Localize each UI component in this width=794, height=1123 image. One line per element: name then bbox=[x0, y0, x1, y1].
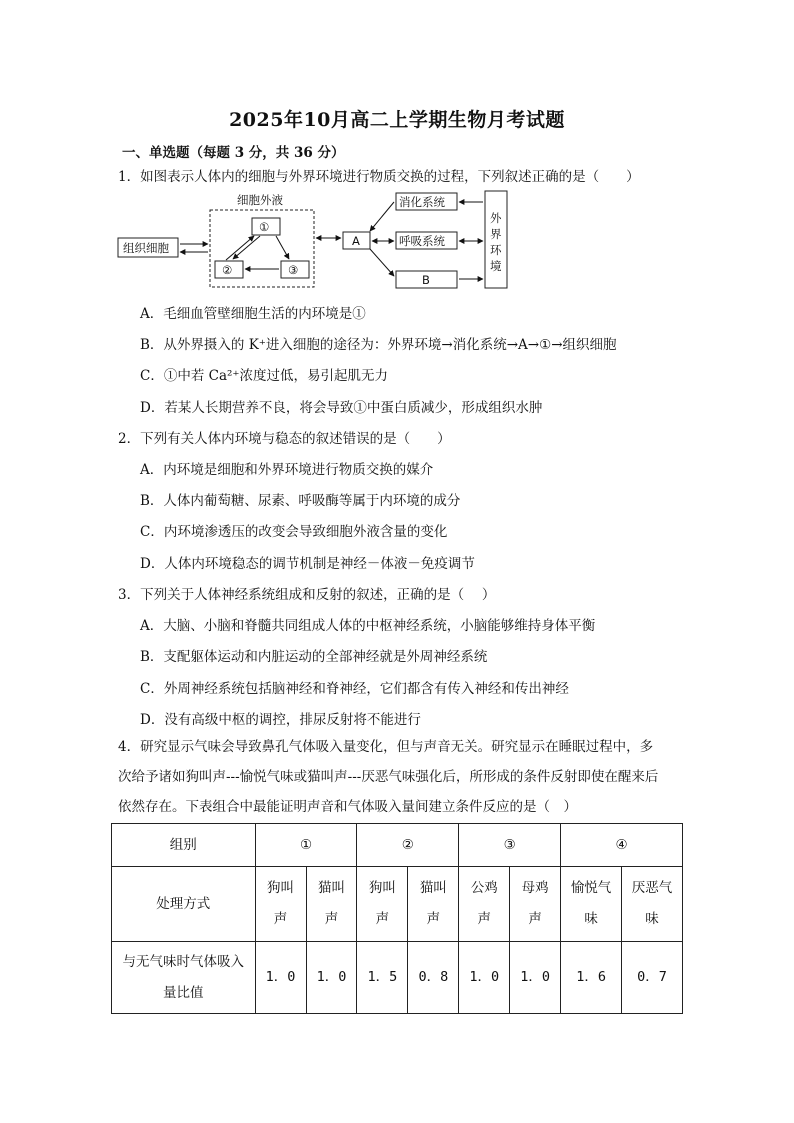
table-row-groups bbox=[112, 824, 683, 867]
q1-option-c: C．①中若 Ca²⁺浓度过低，易引起肌无力 bbox=[140, 368, 389, 384]
treatment-cell: 狗叫 声 bbox=[255, 867, 306, 942]
ratio-cell: 1．0 bbox=[306, 942, 357, 1014]
node-2-label: ② bbox=[222, 263, 233, 277]
group-1-header: ① bbox=[255, 824, 357, 867]
group-2-header: ② bbox=[357, 824, 459, 867]
header-label-cell: 组别 bbox=[112, 824, 256, 867]
ratio-cell: 1．6 bbox=[561, 942, 622, 1014]
treatment-cell: 猫叫 声 bbox=[408, 867, 459, 942]
q1-diagram bbox=[116, 188, 516, 298]
q4-line-3: 依然存在。下表组合中最能证明声音和气体吸入量间建立条件反应的是（ ） bbox=[118, 799, 577, 815]
q2-option-a: A．内环境是细胞和外界环境进行物质交换的媒介 bbox=[140, 462, 434, 478]
tissue-cell-label: 组织细胞 bbox=[123, 241, 169, 255]
treatment-cell: 愉悦气 味 bbox=[561, 867, 622, 942]
q3-option-d: D．没有高级中枢的调控，排尿反射将不能进行 bbox=[140, 712, 421, 728]
node-3-label: ③ bbox=[288, 263, 299, 277]
question-4-stem bbox=[118, 732, 678, 822]
q2-option-c: C．内环境渗透压的改变会导致细胞外液含量的变化 bbox=[140, 524, 448, 540]
respiratory-label: 呼吸系统 bbox=[399, 234, 445, 248]
question-3-stem: 3．下列关于人体神经系统组成和反射的叙述，正确的是（ ） bbox=[118, 587, 496, 603]
node-1-label: ① bbox=[259, 220, 270, 234]
q2-option-b: B．人体内葡萄糖、尿素、呼吸酶等属于内环境的成分 bbox=[140, 493, 461, 509]
q3-option-a: A．大脑、小脑和脊髓共同组成人体的中枢神经系统，小脑能够维持身体平衡 bbox=[140, 618, 596, 634]
ratio-cell: 1．5 bbox=[357, 942, 408, 1014]
q2-option-d: D．人体内环境稳态的调节机制是神经－体液－免疫调节 bbox=[140, 556, 475, 572]
table-row-ratios bbox=[112, 942, 683, 1014]
q4-table bbox=[111, 823, 683, 1014]
external-char-3: 环 bbox=[490, 243, 502, 257]
question-1-stem: 1．如图表示人体内的细胞与外界环境进行物质交换的过程，下列叙述正确的是（ ） bbox=[118, 169, 640, 185]
group-4-header: ④ bbox=[561, 824, 683, 867]
ratio-cell: 0．7 bbox=[622, 942, 683, 1014]
q1-option-b: B．从外界摄入的 K⁺进入细胞的途径为：外界环境→消化系统→A→①→组织细胞 bbox=[140, 337, 617, 353]
external-char-1: 外 bbox=[490, 211, 502, 225]
q4-line-2: 次给予诸如狗叫声---愉悦气味或猫叫声---厌恶气味强化后，所形成的条件反射即使在醒来后 bbox=[118, 769, 659, 785]
q1-option-d: D．若某人长期营养不良，将会导致①中蛋白质减少，形成组织水肿 bbox=[140, 400, 543, 416]
treatment-cell: 厌恶气 味 bbox=[622, 867, 683, 942]
treatment-cell: 狗叫 声 bbox=[357, 867, 408, 942]
section-heading: 一、单选题（每题 3 分，共 36 分） bbox=[122, 145, 345, 161]
box-a-label: A bbox=[352, 234, 360, 248]
group-3-header: ③ bbox=[459, 824, 561, 867]
treatment-cell: 猫叫 声 bbox=[306, 867, 357, 942]
box-b-label: B bbox=[422, 273, 430, 287]
ratio-label-cell: 与无气味时气体吸入 量比值 bbox=[112, 942, 256, 1014]
extracellular-label: 细胞外液 bbox=[237, 193, 283, 207]
q1-option-a: A．毛细血管壁细胞生活的内环境是① bbox=[140, 306, 366, 322]
ratio-cell: 1．0 bbox=[255, 942, 306, 1014]
treatment-cell: 公鸡 声 bbox=[459, 867, 510, 942]
treatment-cell: 母鸡 声 bbox=[510, 867, 561, 942]
ratio-cell: 1．0 bbox=[459, 942, 510, 1014]
q3-option-c: C．外周神经系统包括脑神经和脊神经，它们都含有传入神经和传出神经 bbox=[140, 681, 569, 697]
digestive-label: 消化系统 bbox=[399, 195, 445, 209]
ratio-cell: 0．8 bbox=[408, 942, 459, 1014]
treatment-label-cell: 处理方式 bbox=[112, 867, 256, 942]
ratio-cell: 1．0 bbox=[510, 942, 561, 1014]
external-char-4: 境 bbox=[490, 259, 502, 273]
table-row-treatments bbox=[112, 867, 683, 942]
q4-line-1: 4．研究显示气味会导致鼻孔气体吸入量变化，但与声音无关。研究显示在睡眠过程中，多 bbox=[118, 739, 654, 755]
question-2-stem: 2．下列有关人体内环境与稳态的叙述错误的是（ ） bbox=[118, 431, 451, 447]
external-char-2: 界 bbox=[490, 227, 502, 241]
page-title: 2025年10月高二上学期生物月考试题 bbox=[229, 109, 565, 131]
q3-option-b: B．支配躯体运动和内脏运动的全部神经就是外周神经系统 bbox=[140, 649, 488, 665]
